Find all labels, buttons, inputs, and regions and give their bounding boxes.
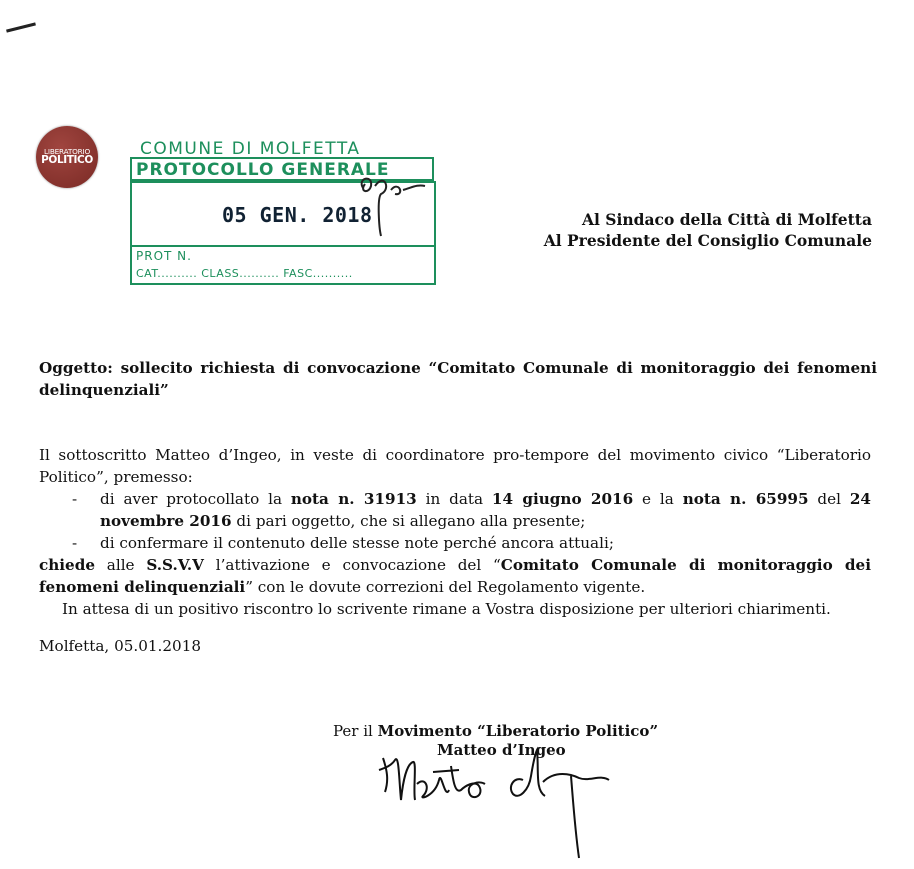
- item1-date-1: 14 giugno 2016: [491, 490, 634, 508]
- request-text-3: ” con le dovute correzioni del Regolamento vigente.: [245, 578, 646, 596]
- stamp-cat: CAT.......... CLASS.......... FASC..........: [136, 267, 353, 280]
- liberatorio-politico-logo: [36, 126, 98, 188]
- closing-paragraph: In attesa di un positivo riscontro lo scrivente rimane a Vostra disposizione per ulteriori chiarimenti.: [62, 600, 831, 618]
- stamp-subtitle: PROTOCOLLO GENERALE: [136, 160, 390, 180]
- stamp-divider: [132, 245, 434, 247]
- item2-text: di confermare il contenuto delle stesse note perché ancora attuali;: [100, 534, 614, 552]
- dash: -: [72, 534, 78, 552]
- item1-note-2: nota n. 65995: [682, 490, 809, 508]
- letter-body: [39, 444, 871, 620]
- handwritten-signature: [375, 740, 645, 865]
- stamp-title: COMUNE DI MOLFETTA: [140, 139, 361, 159]
- request-text-2: l’attivazione e convocazione del “: [203, 556, 501, 574]
- signature-name: Matteo d’Ingeo: [437, 741, 566, 759]
- item1-text-5: di pari oggetto, che si allegano alla presente;: [231, 512, 586, 530]
- premise-item-2: [39, 532, 871, 554]
- item1-note-1: nota n. 31913: [290, 490, 417, 508]
- request-text-1: alle: [95, 556, 147, 574]
- item1-text-4: del: [808, 490, 850, 508]
- recipients: [544, 209, 872, 251]
- item1-date-2: 24 novembre 2016: [100, 490, 871, 530]
- logo-line-1: LIBERATORIO: [44, 146, 90, 156]
- request-committee: Comitato Comunale di monitoraggio dei fenomeni delinquenziali: [39, 556, 871, 596]
- subject-line: Oggetto: sollecito richiesta di convocazione “Comitato Comunale di monitoraggio dei fenomeni delinquenziali”: [39, 359, 877, 399]
- request-paragraph: [39, 554, 871, 598]
- item1-text-3: e la: [633, 490, 683, 508]
- item1-text-1: di aver protocollato la: [100, 490, 291, 508]
- place-date: Molfetta, 05.01.2018: [39, 637, 202, 655]
- dash: -: [72, 490, 78, 508]
- stamp-prot: PROT N.: [136, 249, 192, 263]
- recipient-mayor: Al Sindaco della Città di Molfetta: [581, 210, 872, 229]
- stamp-date: 05 GEN. 2018: [222, 203, 373, 227]
- signature-org: Movimento “Liberatorio Politico”: [377, 722, 659, 740]
- request-addressee: S.S.V.V: [146, 556, 204, 574]
- premise-item-1: [39, 488, 871, 532]
- signature-prefix: Per il: [333, 722, 378, 740]
- recipient-council-president: Al Presidente del Consiglio Comunale: [543, 231, 872, 250]
- handwritten-initials: [355, 168, 435, 238]
- pen-mark: [6, 22, 36, 32]
- request-verb: chiede: [39, 556, 96, 574]
- signature-org-line: [333, 721, 658, 741]
- intro-paragraph: Il sottoscritto Matteo d’Ingeo, in veste di coordinatore pro-tempore del movimento civico “Liberatorio Politico”, premesso:: [39, 446, 871, 486]
- item1-text-2: in data: [416, 490, 492, 508]
- logo-line-2: POLITICO: [41, 154, 93, 167]
